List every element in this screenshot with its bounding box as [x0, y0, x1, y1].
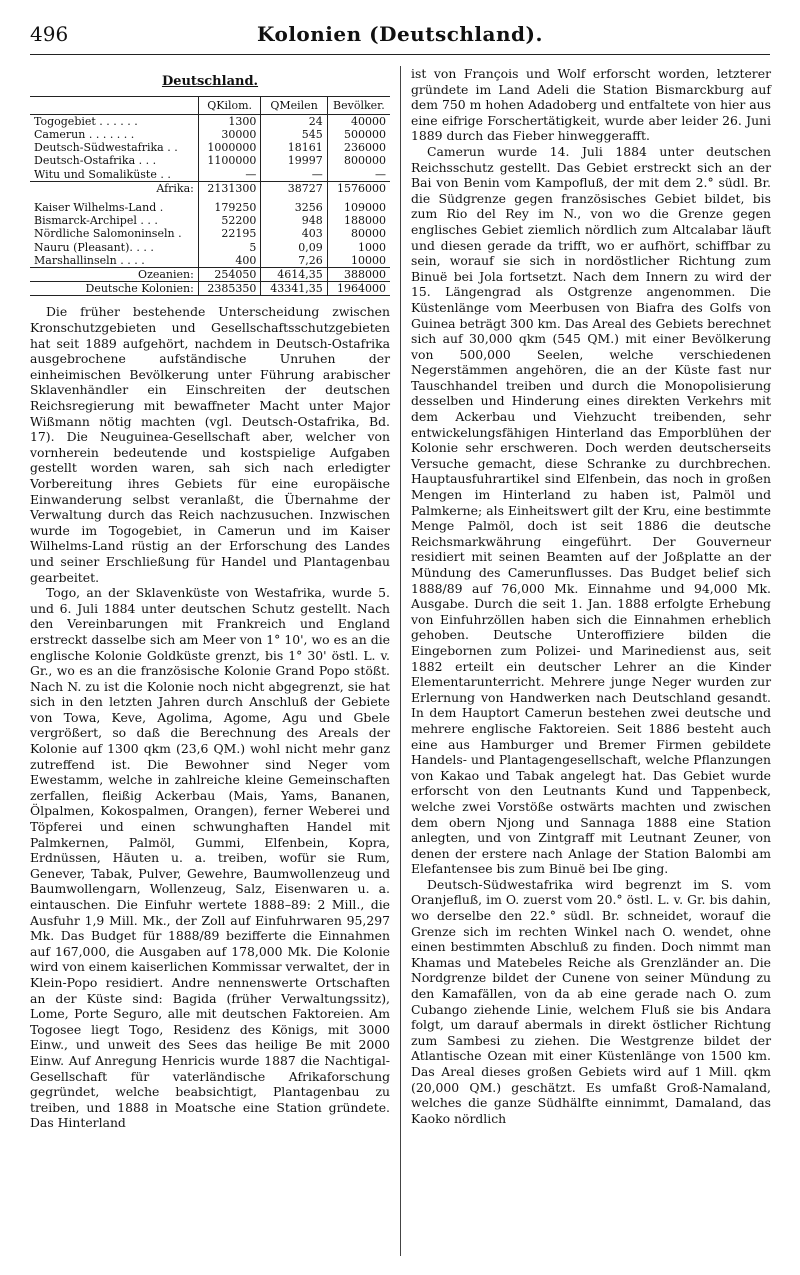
- page-number: 496: [30, 22, 69, 46]
- table-row: [30, 268, 390, 282]
- table-cell-mi: 3256: [261, 201, 327, 214]
- paragraph: ist von François und Wolf erforscht worden, letzterer gründete im Land Adeli die Station Bismarckburg auf dem 750 m hohen Adadoberg und entfaltete von hier aus eine eifrige Forschertätigkeit, wurde aber leider 26. Juni 1889 durch das Fieber hinweggerafft.: [411, 66, 771, 144]
- column-rule: [400, 66, 401, 1256]
- table-cell-mi: 38727: [261, 181, 327, 195]
- table-body: [30, 114, 390, 296]
- table-cell-pop: 1576000: [327, 181, 390, 195]
- table-cell-mi: 43341,35: [261, 282, 327, 296]
- table-cell-pop: 80000: [327, 227, 390, 240]
- table-row: [30, 128, 390, 141]
- table-cell-name: Nördliche Salomoninseln .: [34, 227, 182, 241]
- paragraph: Camerun wurde 14. Juli 1884 unter deutschen Reichsschutz gestellt. Das Gebiet erstreckt sich an der Bai von Benin vom Kampofluß, der mit dem 2.° südl. Br. die Südgrenze gegen französisches Gebiet bildet, bis zum Rio del Rey im N., von wo die Grenze gegen englisches Gebiet ziemlich nördlich zum Altcalabar läuft und diesen gerade da trifft, wo er aufhört, schiffbar zu sein, worauf sie sich in nordöstlicher Richtung zum Binuë bei Jola fortsetzt. Nach dem Innern zu wird der 15. Längengrad als Ostgrenze angenommen. Die Küstenlänge vom Meerbusen von Biafra des Golfs von Guinea beträgt 300 km. Das Areal des Gebiets berechnet sich auf 30,000 qkm (545 QM.) mit einer Bevölkerung von 500,000 Seelen, welche verschiedenen Negerstämmen angehören, die an der Küste fast nur Tauschhandel treiben und durch die Monopolisierung desselben und Hinderung eines direkten Verkehrs mit dem Ackerbau und Viehzucht treibenden, sehr entwickelungsfähigen Hinterland das Emporblühen der Kolonie sehr erschweren. Doch werden deutscherseits Versuche gemacht, diese Schranke zu durchbrechen. Hauptausfuhrartikel sind Elfenbein, das noch in großen Mengen im Hinterland zu haben ist, Palmöl und Palmkerne; als Einheitswert gilt der Kru, eine bestimmte Menge Palmöl, doch ist seit 1886 die deutsche Reichsmarkwährung eingeführt. Der Gouverneur residiert mit seinen Beamten auf der Joßplatte an der Mündung des Camerunflusses. Das Budget belief sich 1888/89 auf 76,000 Mk. Einnahme und 94,000 Mk. Ausgabe. Durch die seit 1. Jan. 1888 erfolgte Erhebung von Einfuhrzöllen haben sich die Einnahmen erheblich gehoben. Deutsche Unteroffiziere bilden die Eingebornen zum Polizei- und Marinedienst aus, seit 1882 erteilt ein deutscher Lehrer an die Kinder Elementarunterricht. Mehrere junge Neger wurden zur Erlernung von Handwerken nach Deutschland gesandt. In dem Hauptort Camerun bestehen zwei deutsche und mehrere englische Faktoreien. Seit 1886 besteht auch eine aus Hamburger und Bremer Firmen gebildete Handels- und Plantagengesellschaft, welche Pflanzungen von Kakao und Tabak angelegt hat. Das Gebiet wurde erforscht von den Leutnants Kund und Tappenbeck, welche zwei Vorstöße ostwärts machten und zwischen dem obern Njong und Sannaga 1888 eine Station anlegten, und von Zintgraff mit Leutnant Zeuner, von denen der erstere nach Anlage der Station Balombi am Elefantensee bis zum Binuë bei Ibe ging.: [411, 143, 771, 877]
- table-cell-pop: 40000: [327, 114, 390, 128]
- table-cell-pop: 236000: [327, 141, 390, 154]
- table-cell-name: Togogebiet . . . . . .: [34, 114, 138, 128]
- table-cell-pop: 188000: [327, 214, 390, 227]
- page-title: Kolonien (Deutschland).: [257, 22, 543, 46]
- table-cell-pop: 388000: [327, 268, 390, 282]
- table-cell-mi: 4614,35: [261, 268, 327, 282]
- table-cell-pop: —: [327, 168, 390, 182]
- page-header: [30, 22, 770, 50]
- table-header-row: [30, 96, 390, 114]
- table-cell-km: 5: [198, 241, 261, 254]
- left-column: [30, 66, 390, 1131]
- table-cell-name: Afrika:: [30, 181, 198, 195]
- colonies-table: [30, 96, 390, 297]
- table-cell-pop: 500000: [327, 128, 390, 141]
- table-cell-km: 179250: [198, 201, 261, 214]
- table-row: [30, 154, 390, 167]
- table-cell-name: Kaiser Wilhelms-Land .: [34, 201, 164, 215]
- table-header-cell: Bevölker.: [327, 96, 390, 114]
- table-cell-name: Ozeanien:: [30, 268, 198, 282]
- table-cell-mi: 19997: [261, 154, 327, 167]
- table-cell-mi: 948: [261, 214, 327, 227]
- table-cell-mi: 403: [261, 227, 327, 240]
- table-row: [30, 201, 390, 214]
- table-header-cell: QKilom.: [198, 96, 261, 114]
- table-cell-km: 1300: [198, 114, 261, 128]
- table-cell-pop: 10000: [327, 254, 390, 268]
- table-row: [30, 168, 390, 182]
- table-row: [30, 282, 390, 296]
- table-cell-mi: 0,09: [261, 241, 327, 254]
- table-row: [30, 254, 390, 268]
- table-cell-name: Camerun . . . . . . .: [34, 128, 135, 141]
- table-cell-mi: 7,26: [261, 254, 327, 268]
- table-cell-pop: 800000: [327, 154, 390, 167]
- table-cell-km: 22195: [198, 227, 261, 240]
- table-header-cell: [30, 96, 198, 114]
- header-rule: [30, 54, 770, 55]
- table-cell-km: 1000000: [198, 141, 261, 154]
- table-cell-name: Deutsche Kolonien:: [30, 282, 198, 296]
- table-cell-mi: 545: [261, 128, 327, 141]
- table-cell-km: 52200: [198, 214, 261, 227]
- table-cell-name: Marshallinseln . . . .: [34, 253, 145, 267]
- table-cell-mi: 18161: [261, 141, 327, 154]
- table-cell-km: 1100000: [198, 154, 261, 167]
- table-cell-name: Bismarck-Archipel . . .: [34, 214, 158, 228]
- table-cell-km: 254050: [198, 268, 261, 282]
- table-cell-mi: 24: [261, 114, 327, 128]
- table-cell-km: 30000: [198, 128, 261, 141]
- table-cell-name: Witu und Somaliküste . .: [34, 167, 171, 181]
- left-text: [30, 304, 390, 1130]
- table-row: [30, 181, 390, 195]
- table-row: [30, 241, 390, 254]
- table-row: [30, 227, 390, 240]
- table-row: [30, 214, 390, 227]
- table-cell-name: Deutsch-Südwestafrika . .: [34, 141, 178, 155]
- table-cell-km: 2131300: [198, 181, 261, 195]
- table-cell-pop: 109000: [327, 201, 390, 214]
- table-cell-pop: 1964000: [327, 282, 390, 296]
- paragraph: Die früher bestehende Unterscheidung zwischen Kronschutzgebieten und Gesellschaftsschutzgebieten hat seit 1889 aufgehört, nachdem in Deutsch-Ostafrika ausgebrochene aufständische Unruhen der einheimischen Bevölkerung unter Führung arabischer Sklavenhändler ein Einschreiten der deutschen Reichsregierung mit bewaffneter Macht unter Major Wißmann nötig machten (vgl. Deutsch-Ostafrika, Bd. 17). Die Neuguinea-Gesellschaft aber, welcher von vornherein bedeutende und kostspielige Aufgaben gestellt worden waren, sah sich nach erledigter Vorbereitung ihres Gebiets für eine europäische Einwanderung selbst veranlaßt, die Übernahme der Verwaltung durch das Reich nachzusuchen. Inzwischen wurde im Togogebiet, in Camerun und im Kaiser Wilhelms-Land rüstig an der Erforschung des Landes und seiner Erschließung für Handel und Plantagenbau gearbeitet.: [30, 304, 390, 585]
- table-row: [30, 141, 390, 154]
- table-cell-km: 2385350: [198, 282, 261, 296]
- table-cell-km: 400: [198, 254, 261, 268]
- table-cell-name: Nauru (Pleasant). . . .: [34, 240, 154, 254]
- right-column: [411, 66, 771, 1126]
- table-row: [30, 114, 390, 128]
- table-header-cell: QMeilen: [261, 96, 327, 114]
- table-title: Deutschland.: [161, 74, 259, 89]
- table-cell-mi: —: [261, 168, 327, 182]
- table-cell-name: Deutsch-Ostafrika . . .: [34, 154, 157, 168]
- paragraph: Deutsch-Südwestafrika wird begrenzt im S. vom Oranjefluß, im O. zuerst vom 20.° östl. L. v. Gr. bis dahin, wo derselbe den 22.° südl. Br. schneidet, worauf die Grenze sich im rechten Winkel nach O. wendet, ohne einen bestimmten Abschluß zu finden. Doch nimmt man Khamas und Matebeles Reiche als Grenzländer an. Die Nordgrenze bildet der Cunene von seiner Mündung zu den Kamafällen, von da ab eine gerade nach O. zum Cubango ziehende Linie, welchem Fluß sie bis Andara folgt, um darauf abermals in direkt östlicher Richtung zum Sambesi zu ziehen. Die Westgrenze bildet der Atlantische Ozean mit einer Küstenlänge von 1500 km. Das Areal dieses großen Gebiets wird auf 1 Mill. qkm (20,000 QM.) geschätzt. Es umfaßt Groß-Namaland, welches die ganze Südhälfte einnimmt, Damaland, das Kaoko nördlich: [411, 876, 771, 1126]
- table-cell-km: —: [198, 168, 261, 182]
- paragraph: Togo, an der Sklavenküste von Westafrika, wurde 5. und 6. Juli 1884 unter deutschen Schutz gestellt. Nach den Vereinbarungen mit Frankreich und England erstreckt dasselbe sich am Meer von 1° 10', wo es an die englische Kolonie Goldküste grenzt, bis 1° 30' östl. L. v. Gr., wo es an die französische Kolonie Grand Popo stößt. Nach N. zu ist die Kolonie noch nicht abgegrenzt, sie hat sich in den letzten Jahren durch Anschluß der Gebiete von Towa, Keve, Agolima, Agome, Agu und Gbele vergrößert, so daß die Berechnung des Areals der Kolonie auf 1300 qkm (23,6 QM.) wohl nicht mehr ganz zutreffend ist. Die Bewohner sind Neger vom Ewestamm, welche in zahlreiche kleine Gemeinschaften zerfallen, fleißig Ackerbau (Mais, Yams, Bananen, Ölpalmen, Kokospalmen, Orangen), ferner Weberei und Töpferei und einen schwunghaften Handel mit Palmkernen, Palmöl, Gummi, Elfenbein, Kopra, Erdnüssen, Häuten u. a. treiben, wofür sie Rum, Genever, Tabak, Pulver, Gewehre, Baumwollenzeug und Baumwollengarn, Wollenzeug, Salz, Eisenwaren u. a. eintauschen. Die Einfuhr wertete 1888–89: 2 Mill., die Ausfuhr 1,9 Mill. Mk., der Zoll auf Einfuhrwaren 95,297 Mk. Das Budget für 1888/89 bezifferte die Einnahmen auf 167,000, die Ausgaben auf 178,000 Mk. Die Kolonie wird von einem kaiserlichen Kommissar verwaltet, der in Klein-Popo residiert. Andre nennenswerte Ortschaften an der Küste sind: Bagida (früher Verwaltungssitz), Lome, Porte Seguro, alle mit deutschen Faktoreien. Am Togosee liegt Togo, Residenz des Königs, mit 3000 Einw., und unweit des Sees das heilige Be mit 2000 Einw. Auf Anregung Henricis wurde 1887 die Nachtigal-Gesellschaft für vaterländische Afrikaforschung gegründet, welche beabsichtigt, Plantagenbau zu treiben, und 1888 in Moatsche eine Station gründete. Das Hinterland: [30, 585, 390, 1131]
- table-cell-pop: 1000: [327, 241, 390, 254]
- right-text: [411, 66, 771, 1126]
